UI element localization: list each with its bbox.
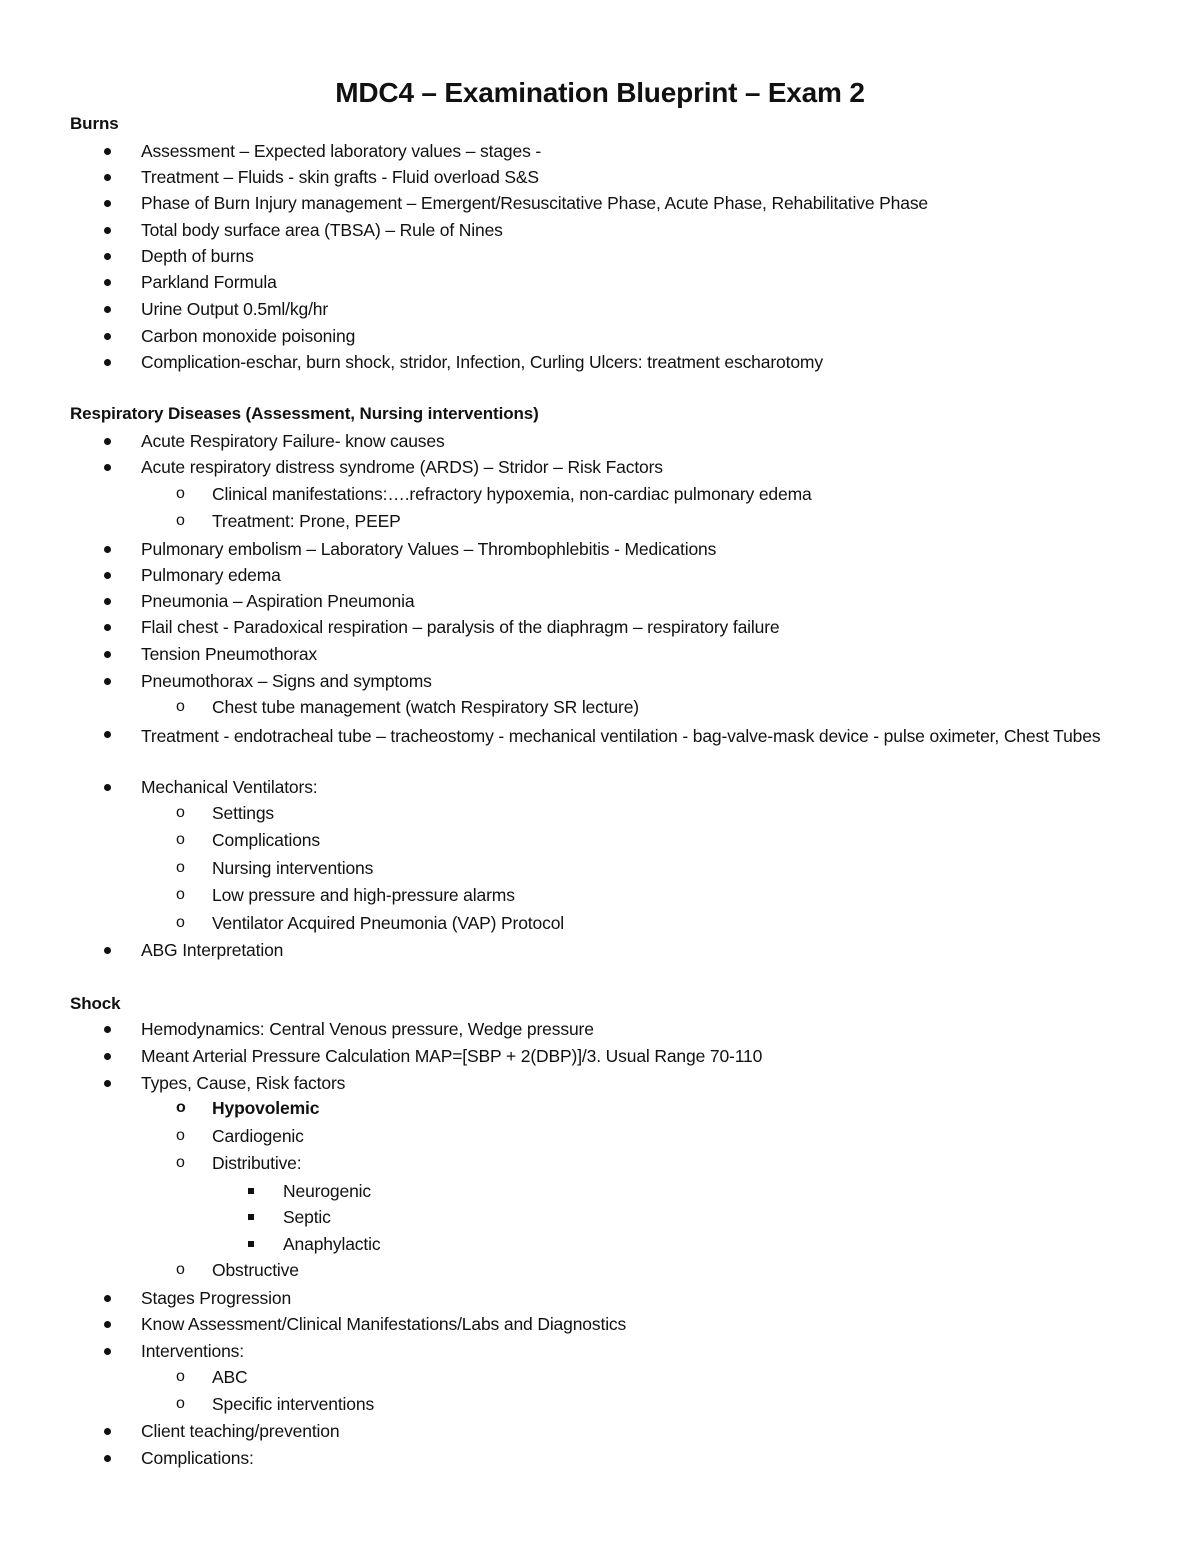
- bullet-dot-icon: [104, 1348, 111, 1355]
- bullet-circle-icon: o: [176, 831, 185, 848]
- list-item-text: Pulmonary embolism – Laboratory Values – Thrombophlebitis - Medications: [141, 539, 717, 559]
- list-item-text: Clinical manifestations:….refractory hypoxemia, non-cardiac pulmonary edema: [212, 484, 812, 504]
- bullet-dot-icon: [104, 464, 111, 471]
- list-item-text: Distributive:: [212, 1153, 302, 1173]
- bullet-dot-icon: [104, 1295, 111, 1302]
- list-item-text: Know Assessment/Clinical Manifestations/Labs and Diagnostics: [141, 1314, 627, 1334]
- bullet-circle-icon: o: [176, 1261, 185, 1278]
- bullet-dot-icon: [104, 784, 111, 791]
- list-item-text: Types, Cause, Risk factors: [141, 1073, 346, 1093]
- bullet-dot-icon: [104, 624, 111, 631]
- section-heading-burns: Burns: [70, 114, 119, 133]
- list-item-text: Hemodynamics: Central Venous pressure, Wedge pressure: [141, 1019, 594, 1039]
- list-item-text: Anaphylactic: [283, 1234, 381, 1254]
- bullet-dot-icon: [104, 1053, 111, 1060]
- bullet-square-icon: [248, 1241, 254, 1247]
- list-item-text: Pulmonary edema: [141, 565, 281, 585]
- list-item-text: Client teaching/prevention: [141, 1421, 340, 1441]
- list-item-text: Parkland Formula: [141, 272, 277, 292]
- list-item-text: Meant Arterial Pressure Calculation MAP=[SBP + 2(DBP)]/3. Usual Range 70-110: [141, 1046, 763, 1066]
- bullet-dot-icon: [104, 359, 111, 366]
- bullet-circle-icon: o: [176, 1127, 185, 1144]
- list-item-text: Chest tube management (watch Respiratory SR lecture): [212, 697, 639, 717]
- bullet-dot-icon: [104, 572, 111, 579]
- bullet-circle-icon: o: [176, 859, 185, 876]
- bullet-dot-icon: [104, 1080, 111, 1087]
- list-item-text: Treatment – Fluids - skin grafts - Fluid overload S&S: [141, 167, 539, 187]
- bullet-dot-icon: [104, 227, 111, 234]
- list-item-text: Complication-eschar, burn shock, stridor, Infection, Curling Ulcers: treatment escharotomy: [141, 352, 823, 372]
- page-title: MDC4 – Examination Blueprint – Exam 2: [335, 77, 865, 108]
- bullet-dot-icon: [104, 731, 111, 738]
- list-item-text: Pneumothorax – Signs and symptoms: [141, 671, 432, 691]
- bullet-dot-icon: [104, 200, 111, 207]
- list-item-text: Septic: [283, 1207, 331, 1227]
- bullet-dot-icon: [104, 1455, 111, 1462]
- list-item-text: Complications: [212, 830, 320, 850]
- bullet-dot-icon: [104, 546, 111, 553]
- bullet-dot-icon: [104, 1026, 111, 1033]
- bullet-dot-icon: [104, 651, 111, 658]
- list-item-text: Acute respiratory distress syndrome (ARDS) – Stridor – Risk Factors: [141, 457, 663, 477]
- list-item-text: Complications:: [141, 1448, 254, 1468]
- list-item-text: Pneumonia – Aspiration Pneumonia: [141, 591, 415, 611]
- list-item-text: Low pressure and high-pressure alarms: [212, 885, 515, 905]
- bullet-dot-icon: [104, 306, 111, 313]
- bullet-circle-icon: o: [176, 698, 185, 715]
- bullet-dot-icon: [104, 1321, 111, 1328]
- bullet-dot-icon: [104, 678, 111, 685]
- bullet-dot-icon: [104, 279, 111, 286]
- list-item-text: Urine Output 0.5ml/kg/hr: [141, 299, 329, 319]
- list-item-text: Total body surface area (TBSA) – Rule of Nines: [141, 220, 503, 240]
- bullet-dot-icon: [104, 1428, 111, 1435]
- list-item-text: Stages Progression: [141, 1288, 292, 1308]
- section-heading-respiratory: Respiratory Diseases (Assessment, Nursing interventions): [70, 404, 539, 423]
- list-item-text: Specific interventions: [212, 1394, 375, 1414]
- list-item-text: Interventions:: [141, 1341, 244, 1361]
- list-item-text: ABG Interpretation: [141, 940, 284, 960]
- list-item-text: Hypovolemic: [212, 1098, 320, 1118]
- bullet-square-icon: [248, 1188, 254, 1194]
- bullet-circle-icon: o: [176, 1099, 186, 1116]
- list-item-text: Flail chest - Paradoxical respiration – paralysis of the diaphragm – respiratory failure: [141, 617, 780, 637]
- bullet-circle-icon: o: [176, 914, 185, 931]
- bullet-dot-icon: [104, 253, 111, 260]
- list-item-text: Cardiogenic: [212, 1126, 304, 1146]
- bullet-circle-icon: o: [176, 485, 185, 502]
- bullet-dot-icon: [104, 174, 111, 181]
- list-item-text: Depth of burns: [141, 246, 254, 266]
- bullet-dot-icon: [104, 148, 111, 155]
- bullet-circle-icon: o: [176, 1154, 185, 1171]
- bullet-circle-icon: o: [176, 1368, 185, 1385]
- list-item-text: Ventilator Acquired Pneumonia (VAP) Protocol: [212, 913, 565, 933]
- list-item-text: Phase of Burn Injury management – Emergent/Resuscitative Phase, Acute Phase, Rehabilitative Phase: [141, 193, 929, 213]
- list-item-text: Settings: [212, 803, 275, 823]
- list-item-text: Nursing interventions: [212, 858, 374, 878]
- bullet-circle-icon: o: [176, 886, 185, 903]
- list-item-text: Tension Pneumothorax: [141, 644, 317, 664]
- list-item-text: Carbon monoxide poisoning: [141, 326, 356, 346]
- bullet-circle-icon: o: [176, 1395, 185, 1412]
- section-heading-shock: Shock: [70, 994, 121, 1013]
- list-item-text: Treatment: Prone, PEEP: [212, 511, 401, 531]
- list-item-text: ABC: [212, 1367, 248, 1387]
- bullet-dot-icon: [104, 333, 111, 340]
- list-item-text: Acute Respiratory Failure- know causes: [141, 431, 445, 451]
- bullet-dot-icon: [104, 438, 111, 445]
- list-item-text: Obstructive: [212, 1260, 299, 1280]
- bullet-square-icon: [248, 1214, 254, 1220]
- list-item-text: Treatment - endotracheal tube – tracheostomy - mechanical ventilation - bag-valve-mask device - pulse oximeter, Chest Tubes: [141, 726, 1101, 746]
- bullet-dot-icon: [104, 598, 111, 605]
- bullet-dot-icon: [104, 947, 111, 954]
- bullet-circle-icon: o: [176, 512, 185, 529]
- list-item-text: Assessment – Expected laboratory values – stages -: [141, 141, 542, 161]
- bullet-circle-icon: o: [176, 804, 185, 821]
- list-item-text: Neurogenic: [283, 1181, 371, 1201]
- list-item-text: Mechanical Ventilators:: [141, 777, 318, 797]
